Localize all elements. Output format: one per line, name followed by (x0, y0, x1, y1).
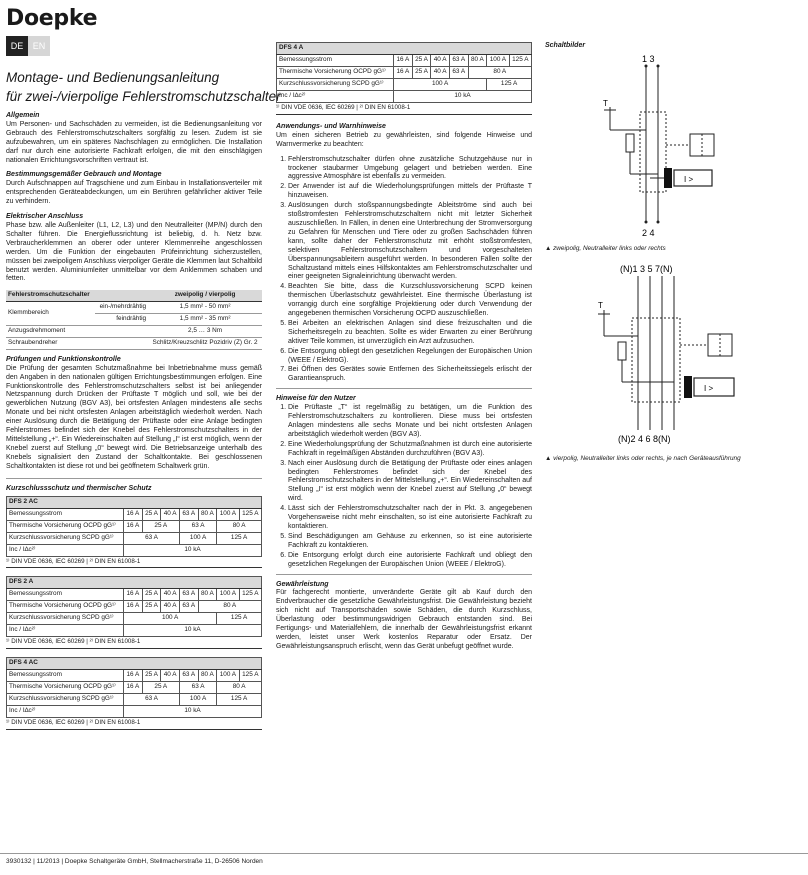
table-cell: 40 A (161, 601, 180, 613)
table-cell: 80 A (468, 55, 487, 67)
table-cell: 2,5 … 3 Nm (148, 326, 262, 338)
footnote: ¹⁾ DIN VDE 0636, IEC 60269 | ²⁾ DIN EN 61008-1 (6, 557, 262, 569)
heading-gebrauch: Bestimmungsgemäßer Gebrauch und Montage (6, 171, 162, 179)
row-label: Thermische Vorsicherung OCPD gG¹⁾ (7, 601, 124, 613)
heading-pruefung: Prüfungen und Funktionskontrolle (6, 355, 121, 363)
klemm-label: Klemmbereich (6, 302, 95, 326)
table-cell: 80 A (198, 508, 217, 520)
table-cell: 125 A (487, 79, 532, 91)
heading-allgemein: Allgemein (6, 112, 40, 119)
table-cell: 25 A (142, 508, 161, 520)
spec-table-dfs2ac (6, 496, 262, 557)
table-cell: 100 A (217, 589, 239, 601)
table-cell: 25 A (412, 67, 431, 79)
text-anschluss: Phase bzw. alle Außenleiter (L1, L2, L3) und den Neutralleiter (MP/N) durch den Schalter führen. Die Energieflussrichtung ist beliebig, d. h. Netz bzw. Verbraucherklemmen an oberer oder unterer Klemmenreihe angeschlossen werden. Um die Funktion der eingebauten Prüfeinrichtung sicherzustellen, müssen bei zweipoligem Anschluss vierpoliger Geräte die Klemmen laut Schaltbild benutzt werden. Aluminiumleiter unmittelbar vor dem Anklemmen schaben und fetten. (6, 221, 262, 283)
table-cell: 125 A (509, 55, 531, 67)
table-cell: 125 A (217, 694, 262, 706)
table-cell: 16 A (124, 520, 143, 532)
warning-list (276, 156, 532, 385)
caption-2pole: ▲ zweipolig, Neutralleiter links oder rechts (545, 245, 666, 252)
table-cell: 100 A (124, 613, 217, 625)
schematic-2pole (590, 52, 740, 242)
heading-hinweise: Hinweise für den Nutzer (276, 395, 356, 403)
row-label: Inc / I∆c²⁾ (7, 625, 124, 637)
terminal-labels-bottom: (N)2 4 6 8(N) (618, 434, 671, 444)
row-label: Thermische Vorsicherung OCPD gG¹⁾ (7, 682, 124, 694)
language-switch (6, 36, 50, 56)
table-cell: 80 A (468, 67, 531, 79)
table-cell: 63 A (179, 508, 198, 520)
list-item: 3. Auslösungen durch stoßspannungsbedingte Ableitströme sind auch bei stoßstromfesten Fehlerstromschutzschaltern nicht mit letzter Sicherheit auszuschließen. In Fällen, in denen eine Unterbrechung der Stromversorgung zu Gefahren für Menschen und Tiere oder zu großen Sachschäden führen kann, sollte daher der Fehlerstromschutz mit erhöht stoßstromfesten, selektiven Fehlerstromschutzschaltern und vorgeschalteten Überspannungsableitern ausgeführt werden. In besonderen Fällen sollte der Schaltzustand mittels eines Hilfskontaktes am Fehlerstromschutzschalter und einer geeigneten Signaleinrichtung überwacht werden. (288, 202, 532, 282)
heading-kurzschluss: Kurzschlussschutz und thermischer Schutz (6, 484, 152, 492)
user-list (276, 404, 532, 569)
table-cell: 16 A (124, 601, 143, 613)
table-cell: 80 A (198, 601, 261, 613)
table-cell: 16 A (394, 67, 413, 79)
test-button-label: T (603, 99, 608, 108)
list-item: 6. Die Entsorgung erfolgt durch eine autorisierte Fachkraft und obliegt den gesetzlichen Regelungen der Europäischen Union (WEEE / ElektroG). (288, 552, 532, 570)
table-cell: 10 kA (124, 544, 262, 556)
table-title: DFS 2 AC (7, 496, 262, 508)
heading-anschluss: Elektrischer Anschluss (6, 213, 84, 221)
table-cell: 16 A (124, 670, 143, 682)
table-cell: 40 A (161, 670, 180, 682)
column-left (6, 112, 262, 738)
list-item: 5. Sind Beschädigungen am Gehäuse zu erkennen, so ist eine autorisierte Fachkraft zu kontaktieren. (288, 533, 532, 551)
list-item: 2. Der Anwender ist auf die Wiederholungsprüfungen mittels der Prüftaste T hinzuweisen. (288, 183, 532, 201)
schematic-4pole (590, 262, 780, 447)
schematics-column (545, 42, 805, 49)
row-label: Bemessungsstrom (7, 589, 124, 601)
table-cell: Schraubendreher (6, 337, 148, 349)
table-cell: 25 A (142, 520, 179, 532)
table-cell: 100 A (217, 508, 239, 520)
table-title: DFS 2 A (7, 577, 262, 589)
terminal-table (6, 290, 262, 350)
table-cell: 80 A (198, 589, 217, 601)
text-gebrauch: Durch Aufschnappen auf Tragschiene und zum Einbau in Installationsverteiler mit entsprechenden Geräteabdeckungen, um ein Berühren gefährlicher aktiver Teile zu verhindern. (6, 180, 262, 206)
table-cell: Schlitz/Kreuzschlitz Pozidriv (Z) Gr. 2 (148, 337, 262, 349)
table-cell: 100 A (394, 79, 487, 91)
terminal-header-right: zweipolig / vierpolig (148, 290, 262, 301)
table-cell: 16 A (124, 589, 143, 601)
heading-gewaehrleistung: Gewährleistung (276, 580, 329, 588)
row-label: Thermische Vorsicherung OCPD gG¹⁾ (277, 67, 394, 79)
list-item: 3. Nach einer Auslösung durch die Betätigung der Prüftaste oder eines anlagen bedingten Fehlerstromes befindet sich der Knebel des Fehlerstromschutzschalters in der Mittelstellung „+“. Ein Wiedereinschalten auf Stellung „I“ ist erst möglich wenn der Knebel zuerst auf Stellung „0“ bewegt wird. (288, 460, 532, 505)
table-cell: feindrähtig (95, 314, 148, 326)
lang-de-tab[interactable]: DE (6, 36, 28, 56)
lang-en-tab[interactable]: EN (28, 36, 50, 56)
table-cell: 80 A (217, 682, 262, 694)
row-label: Kurzschlussvorsicherung SCPD gG¹⁾ (277, 79, 394, 91)
heading-anwendung: Anwendungs- und Warnhinweise (276, 122, 386, 130)
footnote: ¹⁾ DIN VDE 0636, IEC 60269 | ²⁾ DIN EN 61008-1 (6, 637, 262, 649)
table-cell: 63 A (449, 55, 468, 67)
table-cell: 10 kA (394, 91, 532, 103)
list-item: 6. Die Entsorgung obliegt den gesetzlichen Regelungen der Europäischen Union (WEEE / ElektroG). (288, 348, 532, 366)
terminal-header-left: Fehlerstromschutzschalter (6, 290, 95, 301)
terminal-labels-top: (N)1 3 5 7(N) (620, 264, 673, 274)
footnote: ¹⁾ DIN VDE 0636, IEC 60269 | ²⁾ DIN EN 61008-1 (276, 103, 532, 115)
table-cell: 10 kA (124, 706, 262, 718)
table-cell: 40 A (431, 55, 450, 67)
table-cell: 40 A (161, 589, 180, 601)
list-item: 5. Bei Arbeiten an elektrischen Anlagen sind diese freizuschalten und die Sicherheitsregeln zu beachten. Sollte es wider Erwarten zu einer Berührung aktiver Teile kommen, ist unverzüglich ein Arzt aufzusuchen. (288, 320, 532, 347)
table-cell: 100 A (217, 670, 239, 682)
table-cell: 1,5 mm² - 35 mm² (148, 314, 262, 326)
table-cell: ein-/mehrdrähtig (95, 302, 148, 314)
table-cell: 25 A (142, 670, 161, 682)
row-label: Inc / I∆c²⁾ (7, 544, 124, 556)
table-cell: 25 A (142, 589, 161, 601)
list-item: 4. Beachten Sie bitte, dass die Kurzschlussvorsicherung SCPD keinen thermischen Überlastschutz gewährleistet. Eine thermische Überlastung ist vorrangig durch eine sorgfältige Projektierung oder durch Verwendung der angegebenen thermischen Vorsicherung OCPD auszuschließen. (288, 283, 532, 319)
table-cell: 16 A (124, 682, 143, 694)
row-label: Inc / I∆c²⁾ (277, 91, 394, 103)
caption-4pole: ▲ vierpolig, Neutralleiter links oder rechts, je nach Geräteausführung (545, 455, 741, 462)
table-cell: 63 A (449, 67, 468, 79)
table-cell: 100 A (487, 55, 509, 67)
footer-text: 3930132 | 11/2013 | Doepke Schaltgeräte GmbH, Stellmacherstraße 11, D-26506 Norden (6, 858, 263, 865)
table-cell: 63 A (179, 670, 198, 682)
row-label: Bemessungsstrom (277, 55, 394, 67)
terminal-labels-bottom: 2 4 (642, 228, 655, 238)
table-cell: 63 A (124, 694, 180, 706)
table-cell: 125 A (217, 532, 262, 544)
text-pruefung: Die Prüfung der gesamten Schutzmaßnahme bei Inbetriebnahme muss gemäß den Angaben in den nationalen gültigen Errichtungsbestimmungen erfolgen. Eine Funktionskontrolle des Fehlerstromschutzschalters selbst ist bei anliegender Netzspannung durch Drücken der Prüftaste T möglich und soll, wie bei der gewerblichen Nutzung (BGV A3), bei ortsfesten Anlagen mindestens alle sechs Monate und bei nicht ortsfesten Anlagen arbeitstäglich wiederholt werden. Nach einer Auslösung durch die Betätigung der Prüftaste oder eine Anlage bedingten Fehlerstromes befindet sich der Knebel des Fehlerstromschutzschalters in der Mittelstellung „+“. Ein Wiedereinschalten auf Stellung „I“ ist erst möglich, wenn der Knebel zuerst auf Stellung „0“ bewegt wird. Die Betriebsanzeige unterhalb des Knebels signalisiert den Zustand der Schaltkontakte. Bei geschlossenen Schaltkontakten ist diese rot und bei geöffnetem Schaltwerk grün. (6, 364, 262, 470)
table-cell: Anzugsdrehmoment (6, 326, 148, 338)
row-label: Kurzschlussvorsicherung SCPD gG¹⁾ (7, 532, 124, 544)
table-cell: 25 A (412, 55, 431, 67)
spec-table-dfs2a (6, 576, 262, 637)
row-label: Bemessungsstrom (7, 670, 124, 682)
test-button-label: T (598, 301, 603, 310)
table-cell: 100 A (179, 532, 216, 544)
page-title: Montage- und Bedienungsanleitung (6, 70, 220, 85)
table-cell: 63 A (179, 520, 216, 532)
trip-unit-label: I > (684, 175, 694, 184)
row-label: Inc / I∆c²⁾ (7, 706, 124, 718)
table-cell: 100 A (179, 694, 216, 706)
row-label: Thermische Vorsicherung OCPD gG¹⁾ (7, 520, 124, 532)
list-item: 1. Die Prüftaste „T“ ist regelmäßig zu betätigen, um die Funktion des Fehlerstromschutzschalters zu kontrollieren. Diese muss bei ortsfesten Anlagen mindestens alle sechs Monate und bei nicht ortsfesten Anlagen arbeitstäglich wiederholt werden (BGV A3). (288, 404, 532, 440)
list-item: 7. Bei Öffnen des Gerätes sowie Entfernen des Sicherheitssiegels erlischt der Garantieanspruch. (288, 366, 532, 384)
table-cell: 80 A (198, 670, 217, 682)
table-cell: 25 A (142, 601, 161, 613)
table-cell: 80 A (217, 520, 262, 532)
list-item: 4. Lässt sich der Fehlerstromschutzschalter nach der in Pkt. 3. angegebenen Vorgehensweise nicht mehr einschalten, so ist eine autorisierte Fachkraft zu kontaktieren. (288, 505, 532, 532)
table-cell: 1,5 mm² - 50 mm² (148, 302, 262, 314)
trip-unit-label: I > (704, 384, 714, 393)
table-cell: 63 A (179, 589, 198, 601)
table-cell: 40 A (431, 67, 450, 79)
table-title: DFS 4 A (277, 43, 532, 55)
footnote: ¹⁾ DIN VDE 0636, IEC 60269 | ²⁾ DIN EN 61008-1 (6, 718, 262, 730)
table-cell: 125 A (217, 613, 262, 625)
footer-divider (0, 853, 808, 854)
text-gewaehrleistung: Für fachgerecht montierte, unveränderte Geräte gilt ab Kauf durch den Endverbraucher die gesetzliche Gewährleistungsfrist. Die Gewährleistung bezieht sich nicht auf Transportschäden sowie Schäden, die durch Kurzschluss, Überlastung oder bestimmungswidrigen Gebrauch entstanden sind. Bei Fertigungs- und Materialfehlern, die innerhalb der Gewährleistungsfrist erkannt werden, leistet unser Werk kostenlos Reparatur oder Ersatz. Der Gewährleistungsanspruch erlischt, wenn das Gerät unbefugt geöffnet wurde. (276, 589, 532, 650)
row-label: Kurzschlussvorsicherung SCPD gG¹⁾ (7, 694, 124, 706)
brand-logo: Doepke (6, 6, 98, 31)
table-cell: 16 A (124, 508, 143, 520)
schematics-title: Schaltbilder (545, 42, 586, 49)
spec-table-dfs4ac (6, 657, 262, 718)
row-label: Bemessungsstrom (7, 508, 124, 520)
list-item: 1. Fehlerstromschutzschalter dürfen ohne zusätzliche Schutzgehäuse nur in trockener staubarmer Umgebung gelagert und betrieben werden. Eine aggressive Atmosphäre ist ebenfalls zu vermeiden. (288, 156, 532, 183)
table-cell: 16 A (394, 55, 413, 67)
text-anwendung-intro: Um einen sicheren Betrieb zu gewährleisten, sind folgende Hinweise und Warnvermerke zu beachten: (276, 131, 532, 148)
table-cell: 125 A (239, 670, 261, 682)
table-title: DFS 4 AC (7, 658, 262, 670)
table-cell: 63 A (179, 682, 216, 694)
page-subtitle: für zwei-/vierpolige Fehlerstromschutzschalter (6, 89, 281, 104)
column-middle (276, 42, 532, 658)
table-cell: 125 A (239, 589, 261, 601)
row-label: Kurzschlussvorsicherung SCPD gG¹⁾ (7, 613, 124, 625)
terminal-labels-top: 1 3 (642, 54, 655, 64)
table-cell: 63 A (179, 601, 198, 613)
table-cell: 63 A (124, 532, 180, 544)
table-cell: 10 kA (124, 625, 262, 637)
table-cell: 25 A (142, 682, 179, 694)
text-allgemein: Um Personen- und Sachschäden zu vermeiden, ist die Bedienungsanleitung vor Gebrauch des Fehlerstromschutzschalters sorgfältig zu lesen. Zudem ist sie aufzubewahren, um ein späteres Nachschlagen zu ermöglichen. Die Installation darf nur durch eine autorisierte Fachkraft erfolgen, die mit den einschlägigen nationalen Errichtungsvorschriften vertraut ist. (6, 120, 262, 164)
list-item: 2. Eine Wiederholungsprüfung der Schutzmaßnahmen ist durch eine autorisierte Fachkraft in regelmäßigen Abständen durchzuführen (BGV A3). (288, 441, 532, 459)
spec-table-dfs4a (276, 42, 532, 103)
table-cell: 40 A (161, 508, 180, 520)
table-cell: 125 A (239, 508, 261, 520)
